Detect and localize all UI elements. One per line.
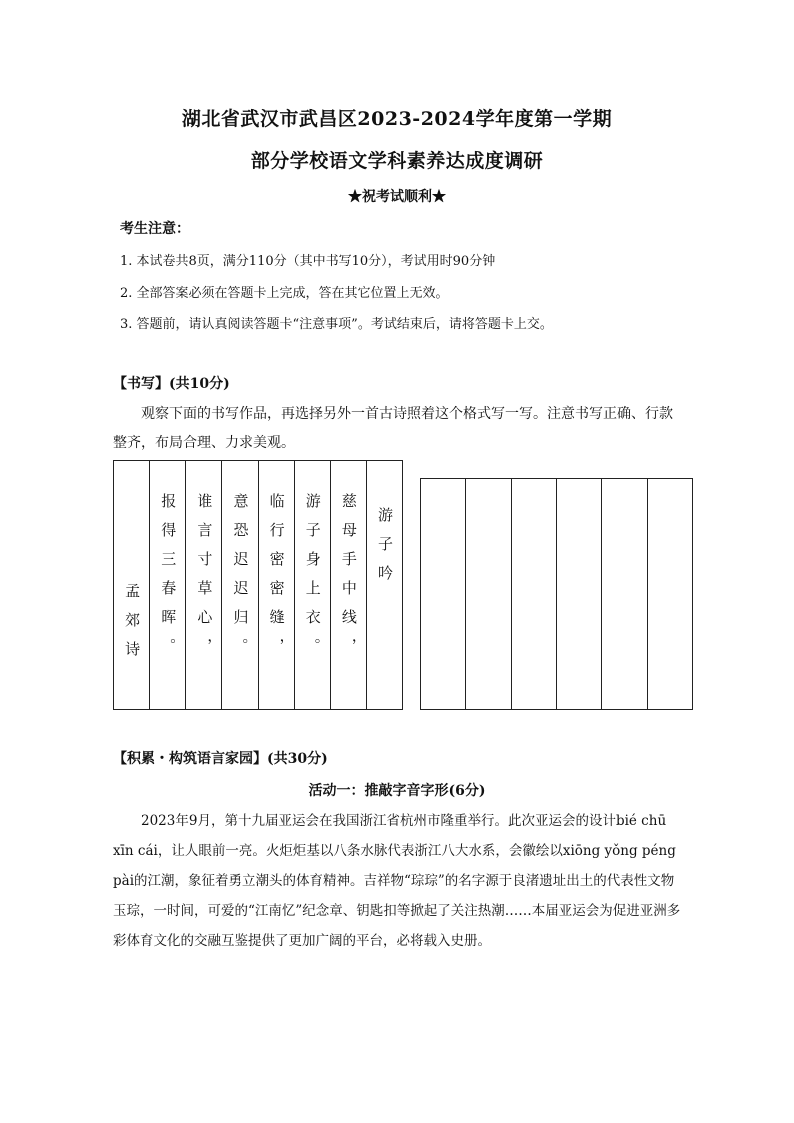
- sample-writing-grid: [113, 460, 403, 710]
- notice-label: 考生注意：: [120, 221, 190, 237]
- grid-cell: [186, 461, 222, 710]
- grid-cell: [366, 461, 402, 710]
- writing-instruction: [113, 400, 685, 458]
- page-subtitle: 部分学校语文学科素养达成度调研: [250, 150, 544, 172]
- poem-column-title: 游子吟: [375, 506, 394, 594]
- grid-cell: [222, 461, 258, 710]
- grid-cell: [114, 461, 150, 710]
- activity1-passage: [113, 806, 685, 956]
- practice-cell[interactable]: [556, 479, 601, 710]
- activity1-passage-text: 2023年9月，第十九届亚运会在我国浙江省杭州市隆重举行。此次亚运会的设计bié chū xīn cái，让人眼前一亮。火炬炬基以八条水脉代表浙江八大水系，会徽绘以xiōng yǒng péng pài的江潮，象征着勇立潮头的体育精神。吉祥物“琮琮”的名字源于良渚遗址出土的代表性文物玉琮，一时间，可爱的“江南忆”纪念章、钥匙扣等掀起了关注热潮……本届亚运会为促进亚洲多彩体育文化的交融互鉴提供了更加广阔的平台，必将载入史册。: [113, 813, 681, 949]
- writing-instruction-text: 观察下面的书写作品，再选择另外一首古诗照着这个格式写一写。注意书写正确、行款整齐，布局合理、力求美观。: [113, 406, 673, 451]
- poem-column-author: 孟郊诗: [123, 582, 142, 670]
- poem-column-line2a: 临行密密缝，: [267, 493, 286, 667]
- writing-heading: 【书写】(共10分): [113, 376, 230, 392]
- poem-column-line1b: 游子身上衣。: [303, 493, 322, 667]
- activity1-title: 活动一：推敲字音字形(6分): [308, 783, 486, 799]
- poem-column-line2b: 意恐迟迟归。: [231, 493, 250, 667]
- wish-line: ★祝考试顺利★: [348, 189, 446, 205]
- practice-cell[interactable]: [511, 479, 556, 710]
- practice-writing-grid: [420, 478, 693, 710]
- notice-item-3: 3. 答题前，请认真阅读答题卡“注意事项”。考试结束后，请将答题卡上交。: [120, 317, 553, 332]
- page-title: 湖北省武汉市武昌区2023-2024学年度第一学期: [181, 108, 613, 130]
- poem-column-line1a: 慈母手中线，: [339, 493, 358, 667]
- grid-cell: [150, 461, 186, 710]
- poem-column-line4: 报得三春晖。: [159, 493, 178, 667]
- practice-cell[interactable]: [647, 479, 692, 710]
- grid-cell: [330, 461, 366, 710]
- grid-cell: [258, 461, 294, 710]
- section2-heading: 【积累・构筑语言家园】(共30分): [113, 751, 328, 767]
- grid-cell: [294, 461, 330, 710]
- notice-item-2: 2. 全部答案必须在答题卡上完成，答在其它位置上无效。: [120, 286, 449, 301]
- notice-item-1: 1. 本试卷共8页，满分110分（其中书写10分），考试用时90分钟: [120, 254, 496, 269]
- practice-cell[interactable]: [466, 479, 511, 710]
- poem-column-line3: 谁言寸草心，: [195, 493, 214, 667]
- practice-cell[interactable]: [421, 479, 466, 710]
- practice-cell[interactable]: [602, 479, 647, 710]
